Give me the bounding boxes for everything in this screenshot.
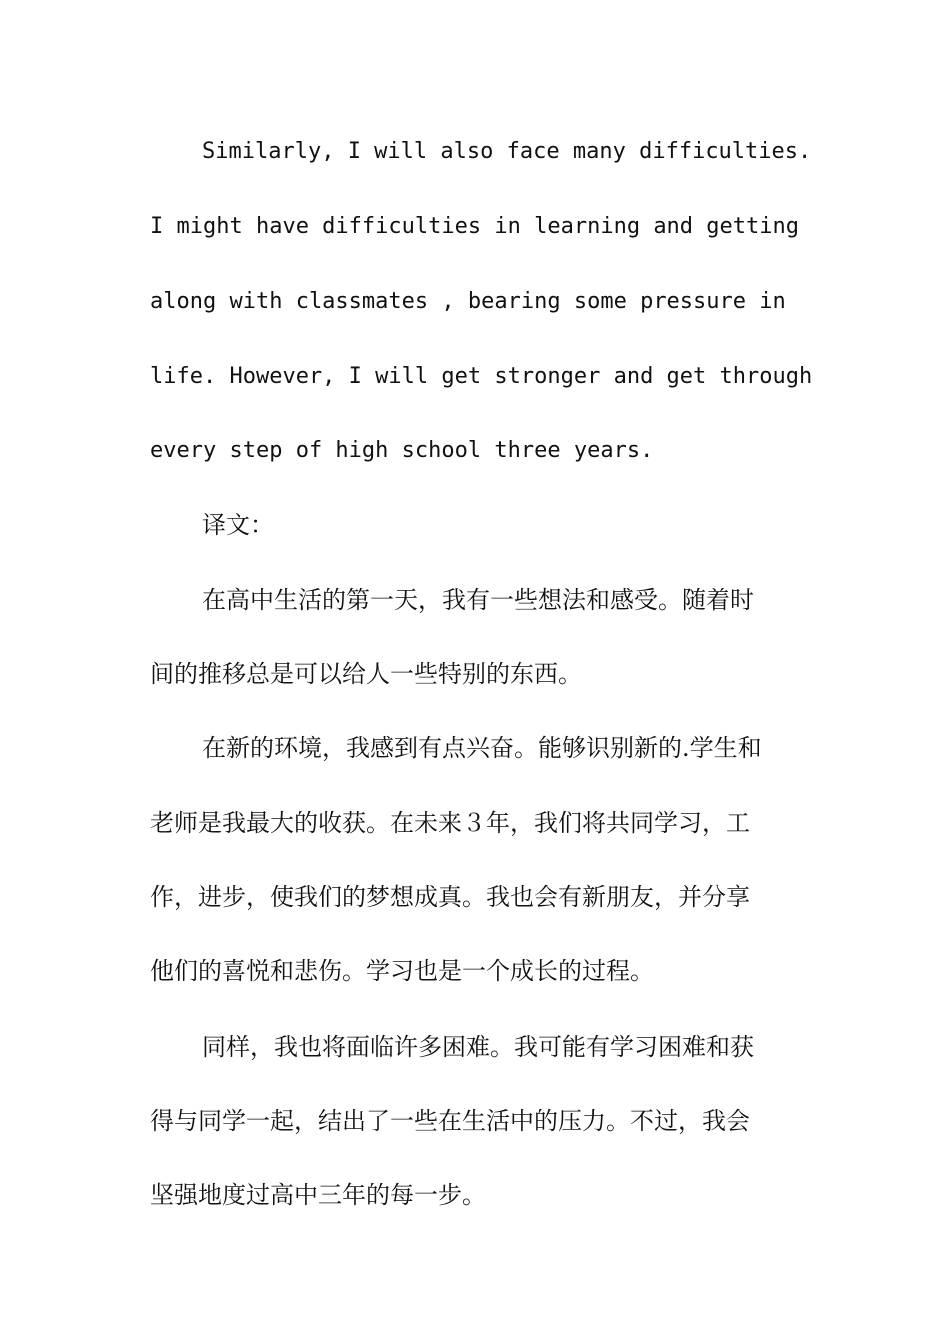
chinese-p2-line-4: 他们的喜悦和悲伤。学习也是一个成长的过程。 xyxy=(150,957,654,985)
chinese-p2-line-1: 在新的环境，我感到有点兴奋。能够识别新的.学生和 xyxy=(202,734,762,762)
chinese-p2-line-2: 老师是我最大的收获。在未来３年，我们将共同学习，工 xyxy=(150,809,750,837)
chinese-p2-line-3: 作，进步，使我们的梦想成真。我也会有新朋友，并分享 xyxy=(150,883,750,911)
english-line-3: along with classmates , bearing some pressure in xyxy=(150,289,786,314)
chinese-p1-line-2: 间的推移总是可以给人一些特别的东西。 xyxy=(150,660,582,688)
english-line-2: I might have difficulties in learning and getting xyxy=(150,214,800,239)
chinese-p1-line-1: 在高中生活的第一天，我有一些想法和感受。随着时 xyxy=(202,586,754,614)
chinese-p3-line-2: 得与同学一起，结出了一些在生活中的压力。不过，我会 xyxy=(150,1107,750,1135)
chinese-p3-line-1: 同样，我也将面临许多困难。我可能有学习困难和获 xyxy=(202,1033,754,1061)
english-line-1: Similarly, I will also face many difficulties. xyxy=(202,139,812,164)
chinese-p3-line-3: 坚强地度过高中三年的每一步。 xyxy=(150,1181,486,1209)
translation-heading: 译文： xyxy=(202,511,274,539)
english-line-5: every step of high school three years. xyxy=(150,438,654,463)
english-line-4: life. However, I will get stronger and get through xyxy=(150,364,813,389)
